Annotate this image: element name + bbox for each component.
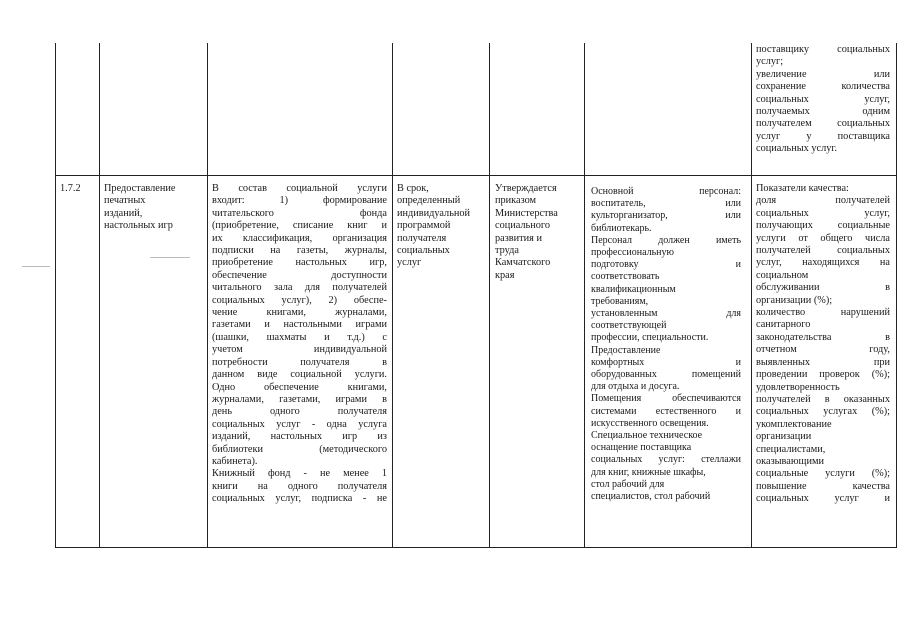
text-line: потребности получателя в	[212, 356, 387, 368]
scan-artifact	[22, 266, 50, 267]
text-line: услуг у поставщика	[756, 130, 890, 142]
text-line: для книг, книжные шкафы,	[591, 466, 706, 478]
text-line: соответствовать	[591, 271, 660, 283]
text-line: Утверждается	[495, 183, 557, 194]
text-line: получателей в оказанных	[756, 393, 890, 405]
column-divider	[99, 43, 100, 548]
quality-indicators	[756, 183, 890, 506]
text-line: получателя	[397, 232, 447, 244]
text-line: количество нарушений	[756, 307, 890, 319]
text-line: Предоставление	[104, 183, 176, 194]
text-line: кабинета).	[212, 455, 258, 467]
text-line: настольных игр	[104, 220, 173, 232]
text-line: социальных услуг - одна услуга	[212, 418, 387, 430]
text-line: требованиям,	[591, 295, 649, 307]
text-line: соответствующей	[591, 320, 667, 332]
text-line: комфортных и	[591, 356, 741, 368]
row-divider	[55, 547, 897, 548]
text-line: системами естественного и	[591, 405, 741, 417]
text-line: подписки на газеты, журналы,	[212, 245, 387, 257]
text-line: проведении проверок (%);	[756, 369, 890, 381]
text-line: оборудованных помещений	[591, 369, 741, 381]
quality-indicators-continuation	[756, 44, 890, 156]
text-line: журналами, газетами, играми в	[212, 393, 387, 405]
text-line: чение книгами, журналами,	[212, 307, 387, 319]
text-line: день одного получателя	[212, 406, 387, 418]
text-line: их классификация, организация	[212, 232, 387, 244]
text-line: услуг;	[756, 56, 784, 68]
text-line: обслуживании в	[756, 282, 890, 294]
text-line: Одно обеспечение книгами,	[212, 381, 387, 393]
text-line: учетом индивидуальной	[212, 344, 387, 356]
text-line: входит: 1) формирование	[212, 195, 387, 207]
text-line: библиотеки (методического	[212, 443, 387, 455]
text-line: изданий,	[104, 207, 143, 219]
text-line: для отдыха и досуга.	[591, 381, 680, 393]
text-line: сохранение количества	[756, 81, 890, 93]
text-line: получателем социальных	[756, 118, 890, 130]
text-line: искусственного освещения.	[591, 417, 709, 429]
text-line: оснащение поставщика	[591, 442, 692, 454]
column-divider	[207, 43, 208, 548]
text-line: оказывающими	[756, 455, 825, 467]
text-line: отчетном году,	[756, 344, 890, 356]
table-border-left	[55, 43, 56, 548]
text-line: социального	[495, 220, 551, 232]
text-line: изданий, настольных игр из	[212, 431, 387, 443]
text-line: специалистов, стол рабочий	[591, 491, 711, 503]
text-line: воспитатель, или	[591, 198, 741, 210]
text-line: увеличение или	[756, 68, 890, 80]
text-line: Помещения обеспечиваются	[591, 393, 741, 405]
text-line: организации	[756, 431, 812, 443]
text-line: Книжный фонд - не менее 1	[212, 468, 387, 480]
text-line: Предоставление	[591, 344, 661, 356]
text-line: развития и	[495, 232, 542, 244]
text-line: социальных услуг и	[756, 493, 890, 505]
text-line: укомплектование	[756, 418, 832, 430]
service-cost	[495, 183, 581, 282]
text-line: повышение качества	[756, 480, 890, 492]
service-conditions	[591, 186, 741, 503]
service-name	[104, 183, 204, 233]
text-line: специалистами,	[756, 443, 826, 455]
text-line: социальных услуг, подписка - не	[212, 493, 387, 505]
text-line: Министерства	[495, 207, 558, 219]
text-line: удовлетворенность	[756, 381, 840, 393]
text-line: читательского фонда	[212, 207, 387, 219]
text-line: библиотекарь.	[591, 222, 652, 234]
text-line: услуги от общего числа	[756, 232, 890, 244]
text-line: Показатели качества:	[756, 183, 849, 194]
text-line: читального зала для получателей	[212, 282, 387, 294]
text-line: услуг	[397, 257, 422, 269]
table-border-right	[896, 43, 897, 548]
text-line: получающих социальные	[756, 220, 890, 232]
text-line: приобретение настольных игр,	[212, 257, 387, 269]
text-line: (шашки, шахматы и т.д.) с	[212, 331, 387, 343]
text-line: санитарного	[756, 319, 811, 331]
text-line: приказом	[495, 195, 537, 207]
text-line: социальных услуг,	[756, 207, 890, 219]
text-line: получаемых одним	[756, 106, 890, 118]
text-line: выявленных при	[756, 356, 890, 368]
text-line: Камчатского	[495, 257, 551, 269]
service-description	[212, 183, 387, 506]
text-line: Основной персонал:	[591, 186, 741, 197]
text-line: социальных услуг), 2) обеспе-	[212, 294, 387, 306]
column-divider	[751, 43, 752, 548]
text-line: труда	[495, 245, 519, 257]
text-line: данном виде социальной услуги.	[212, 369, 387, 381]
row-divider	[55, 175, 897, 176]
text-line: организации (%);	[756, 294, 833, 306]
text-line: социальных услуг: стеллажи	[591, 454, 741, 466]
text-line: подготовку и	[591, 259, 741, 271]
text-line: индивидуальной	[397, 207, 471, 219]
text-line: культорганизатор, или	[591, 210, 741, 222]
text-line: книги на одного получателя	[212, 480, 387, 492]
text-line: социальных	[397, 245, 450, 257]
text-line: услуг, находящихся на	[756, 257, 890, 269]
text-line: В срок,	[397, 183, 429, 194]
text-line: (приобретение, списание книг и	[212, 220, 387, 232]
text-line: определенный	[397, 195, 461, 207]
text-line: получателей социальных	[756, 245, 890, 257]
column-divider	[489, 43, 490, 548]
text-line: обеспечение доступности	[212, 269, 387, 281]
text-line: социальных услугах (%);	[756, 406, 890, 418]
text-line: социальные услуги (%);	[756, 468, 890, 480]
row-number	[60, 183, 96, 195]
text-line: установленным для	[591, 308, 741, 320]
text-line: профессиональную	[591, 247, 674, 259]
text-line: Персонал должен иметь	[591, 234, 741, 246]
text-line: края	[495, 269, 515, 281]
scan-artifact	[150, 257, 190, 258]
text-line: квалификационным	[591, 283, 676, 295]
column-divider	[392, 43, 393, 548]
service-term	[397, 183, 487, 270]
text-line: В состав социальной услуги	[212, 183, 387, 194]
text-line: социальных услуг,	[756, 93, 890, 105]
text-line: социальных услуг.	[756, 143, 838, 155]
text-line: печатных	[104, 195, 146, 207]
text-line: доля получателей	[756, 195, 890, 207]
text-line: стол рабочий для	[591, 478, 665, 490]
text-line: законодательства в	[756, 331, 890, 343]
text-line: 1.7.2	[60, 183, 81, 194]
column-divider	[584, 43, 585, 548]
text-line: поставщику социальных	[756, 44, 890, 55]
text-line: профессии, специальности.	[591, 332, 709, 344]
text-line: Специальное техническое	[591, 430, 703, 442]
text-line: социальном	[756, 269, 809, 281]
text-line: газетами и настольными играми	[212, 319, 387, 331]
text-line: программой	[397, 220, 451, 232]
